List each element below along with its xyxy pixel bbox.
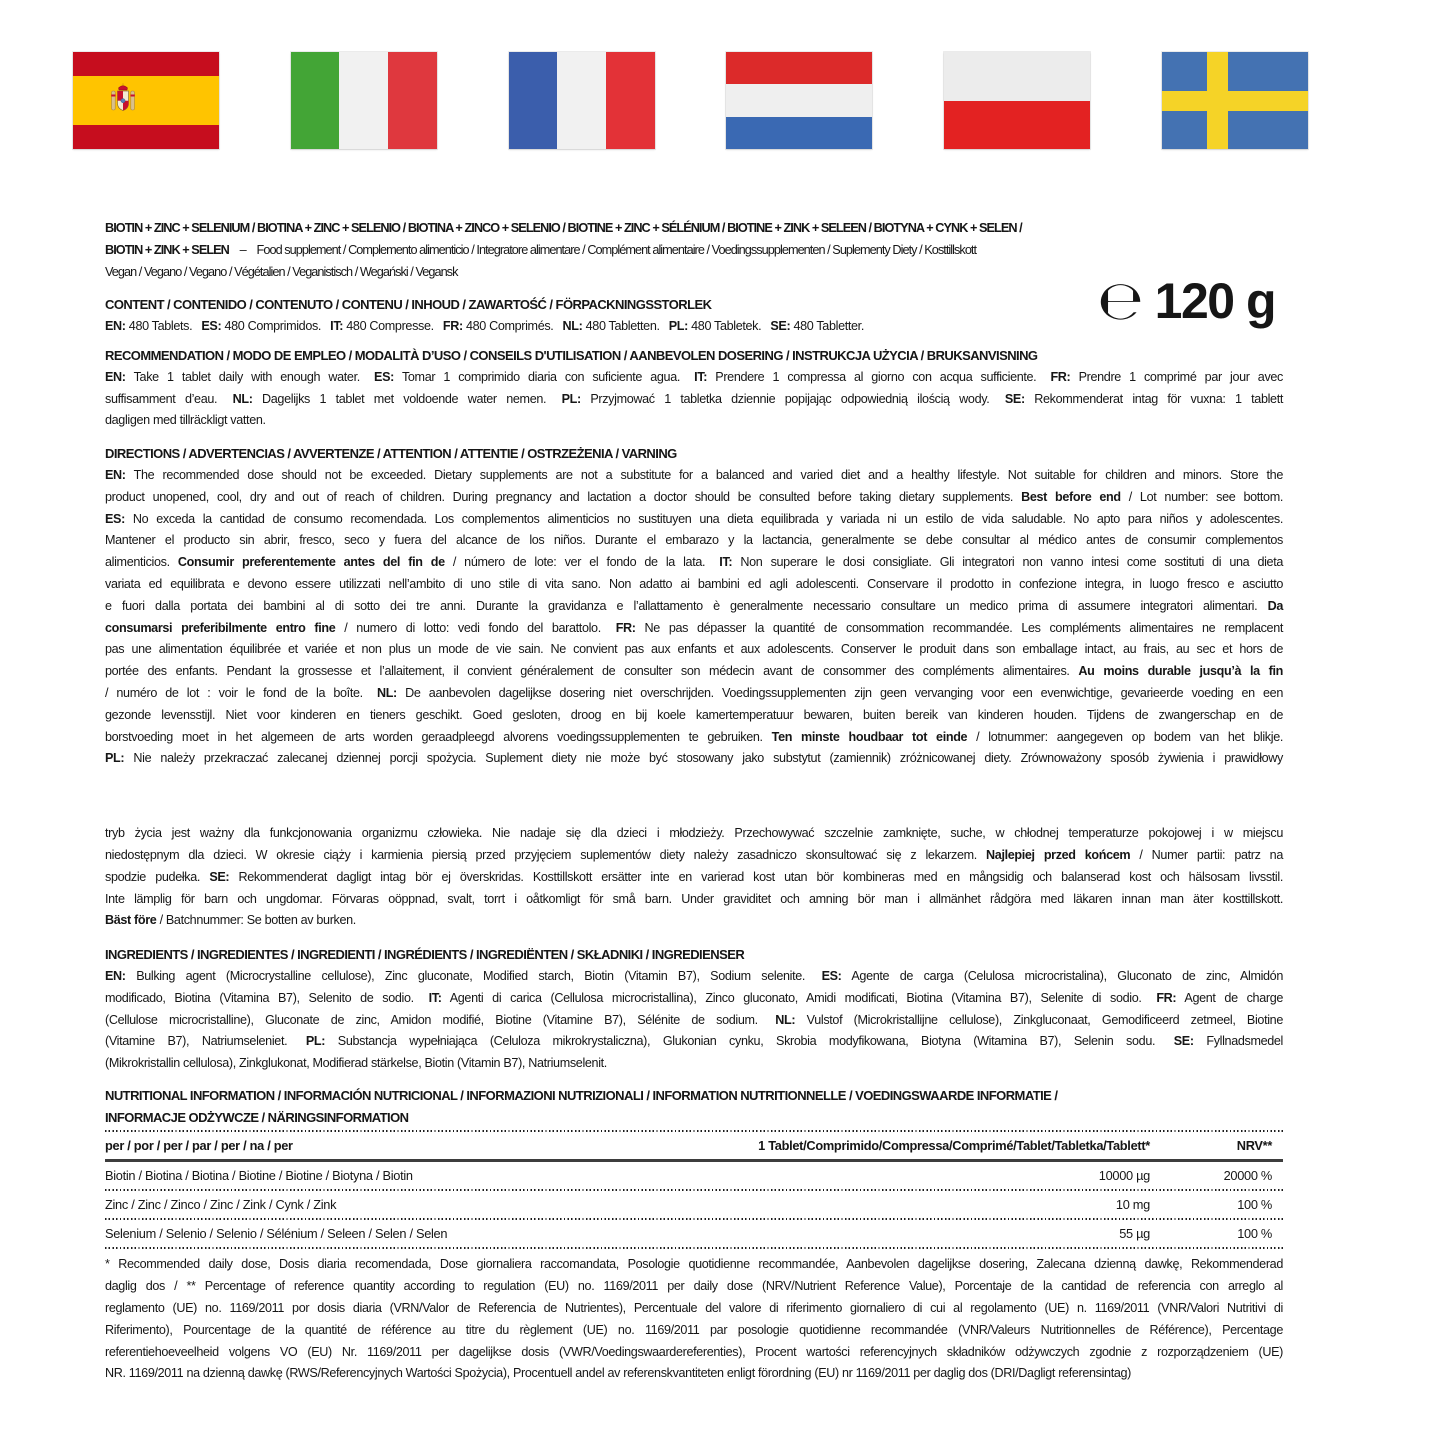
text-line: referentiehoeveelheid volgens VO (EU) Nr. 1169/2011 per dagelijkse dosis (VWR/Voedingswaardereferenties), Procent wartości referencyjnych składników odżywczych zgodnie z rozporządzeniem (UE) bbox=[105, 1344, 1283, 1359]
nutrition-heading-line2: INFORMACJE ODŻYWCZE / NÄRINGSINFORMATION bbox=[105, 1109, 409, 1125]
sweden-cross-horizontal bbox=[1162, 91, 1308, 111]
text-line: variata ed equilibrata e devono essere utilizzati nell’ambito di uno stile di vita sano. Non adatto ai bambini ed agli adolescenti. Conservare il prodotto in confezione integra, in luogo fresco e asciutto bbox=[105, 576, 1283, 591]
estimated-sign: ℮ bbox=[1097, 269, 1144, 332]
text-line: modificado, Biotina (Vitamina B7), Selenito de sodio. IT: Agenti di carica (Cellulosa microcristallina), Zinco gluconato, Amidi modificati, Biotina (Vitamina B7), Selenite di sodio. FR: Agent de charge bbox=[105, 990, 1283, 1005]
nutrition-table-row bbox=[105, 1162, 1283, 1189]
text-line: spodzie pudełka. SE: Rekommenderat dagligt intag bör ej överskridas. Kosttillskott ersätter inte en varierad kost utan bör kombineras med en mångsidig och balanserad kost och hälsosam livsstil. bbox=[105, 869, 1283, 884]
text-line: dagligen med tillräckligt vatten. bbox=[105, 413, 266, 428]
nutrition-cell-nrv: 100 % bbox=[1237, 1197, 1272, 1213]
text-line: ES: No exceda la cantidad de consumo recomendada. Los complementos alimenticios no sustituyen una dieta equilibrada y variada ni un estilo de vida saludable. No apto para niños y adolescentes. bbox=[105, 511, 1283, 526]
table-dotted-rule bbox=[105, 1247, 1283, 1249]
flag-italy-stripes bbox=[291, 52, 437, 149]
nutrition-section bbox=[105, 1085, 1283, 1250]
text-line: Riferimento), Pourcentage de la quantité de référence au titre du règlement (UE) no. 1169/2011 par posologie quotidienne recommandée (VNR/Valeurs Nutritionnelles de Référence), Percentage bbox=[105, 1322, 1283, 1337]
text-line: pas une alimentation équilibrée et variée et non plus un mode de vie sain. Ne convient pas aux enfants et aux adolescents. Conserver le produit dans son emballage intact, au frais, au sec et hors de bbox=[105, 642, 1283, 657]
flag-poland-stripes bbox=[944, 52, 1090, 149]
text-line: EN: Take 1 tablet daily with enough water. ES: Tomar 1 comprimido diaria con suficiente agua. IT: Prendere 1 compressa al giorno con acqua sufficiente. FR: Prendre 1 comprimé par jour avec bbox=[105, 369, 1283, 384]
nutrition-cell-amount: 55 µg bbox=[1119, 1226, 1150, 1242]
text-line: / numéro de lot : voir le fond de la boîte. NL: De aanbevolen dagelijkse dosering niet overschrijden. Voedingssupplementen zijn geen vervanging voor een evenwichtige, gevarieerde voeding en een bbox=[105, 685, 1283, 700]
ingredients-section-body bbox=[105, 966, 1283, 1075]
text-line: EN: 480 Tablets. ES: 480 Comprimidos. IT: 480 Compresse. FR: 480 Comprimés. NL: 480 Tabletten. PL: 480 Tabletek. SE: 480 Tabletter. bbox=[105, 319, 864, 334]
nutrition-table-row bbox=[105, 1220, 1283, 1247]
flag-spain bbox=[73, 52, 219, 149]
text-line: (Vitamine B7), Natriumseleniet. PL: Substancja wypełniająca (Celuloza mikrokrystaliczna), Glukonian cynku, Skrobia modyfikowana, Biotyna (Witamina B7), Selenin sodu. SE: Fyllnadsmedel bbox=[105, 1034, 1284, 1049]
flag-netherlands-stripes bbox=[726, 52, 872, 149]
directions-section-heading: DIRECTIONS / ADVERTENCIAS / AVVERTENZE / ATTENTION / ATTENTIE / OSTRZEŻENIA / VARNING bbox=[105, 446, 677, 462]
flag-france bbox=[509, 52, 655, 149]
text-line: EN: Bulking agent (Microcrystalline cellulose), Zinc gluconate, Modified starch, Biotin (Vitamin B7), Sodium selenite. ES: Agente de carga (Celulosa microcristalina), Gluconato de zinc, Almidón bbox=[105, 968, 1283, 983]
recommendation-section bbox=[105, 345, 1283, 432]
content-section-heading: CONTENT / CONTENIDO / CONTENUTO / CONTENU / INHOUD / ZAWARTOŚĆ / FÖRPACKNINGSSTORLEK bbox=[105, 297, 712, 313]
nutrition-table-row bbox=[105, 1191, 1283, 1218]
ingredients-section bbox=[105, 944, 1283, 1075]
directions-body-part1 bbox=[105, 465, 1283, 770]
ingredients-section-heading: INGREDIENTS / INGREDIENTES / INGREDIENTI / INGRÉDIENTS / INGREDIËNTEN / SKŁADNIKI / INGREDIENSER bbox=[105, 947, 745, 963]
text-line: Vegan / Vegano / Vegano / Végétalien / Veganistisch / Wegański / Vegansk bbox=[105, 264, 458, 279]
flag-italy bbox=[291, 52, 437, 149]
nutrition-cell-label: Selenium / Selenio / Selenio / Sélénium / Seleen / Selen / Selen bbox=[105, 1226, 448, 1242]
text-line: Bäst före / Batchnummer: Se botten av burken. bbox=[105, 913, 356, 928]
table-col-per: per / por / per / par / per / na / per bbox=[105, 1137, 293, 1153]
text-line: borstvoeding moet in het algemeen de arts worden geraadpleegd alvorens voedingssupplementen te gebruiken. Ten minste houdbaar tot einde / lotnummer: aangegeven op bodem van het blikje. bbox=[105, 729, 1283, 744]
label-text-column bbox=[105, 218, 1283, 1385]
text-line: PL: Nie należy przekraczać zalecanej dziennej porcji spożycia. Suplement diety nie może być stosowany jako substytut (zamiennik) zróżnicowanej diety. Zrównoważony sposób żywienia i prawidłowy bbox=[105, 751, 1283, 766]
text-line: suffisamment d’eau. NL: Dagelijks 1 tablet met voldoende water nemen. PL: Przyjmować 1 tabletka dziennie popijając odpowiednią ilością wody. SE: Rekommenderat intag för vuxna: 1 tablett bbox=[105, 391, 1283, 406]
flag-spain-stripes bbox=[73, 52, 219, 149]
text-line: reglamento (UE) no. 1169/2011 por dosis diaria (VRN/Valor de Referencia de Nutrientes), Percentuale del valore di riferimento giornaliero di cui al regolamento (UE) n. 1169/2011 (VNR/Valori Nutritivi di bbox=[105, 1301, 1283, 1316]
text-line: product unopened, cool, dry and out of reach of children. During pregnancy and lactation a doctor should be consulted before taking dietary supplements. Best before end / Lot number: see bottom. bbox=[105, 489, 1284, 504]
recommendation-section-body bbox=[105, 367, 1283, 432]
text-line: alimenticios. Consumir preferentemente antes del fin de / número de lote: ver el fondo de la lata. IT: Non superare le dosi consigliate. Gli integratori non vanno intesi come sostituti di una dieta bbox=[105, 555, 1283, 570]
text-line: daglig dos / ** Percentage of reference quantity according to regulation (EU) no. 1169/2011 per daily dose (NRV/Nutrient Reference Value), Porcentaje de la cantidad de referencia con arreglo al bbox=[105, 1279, 1283, 1294]
recommendation-section-heading: RECOMMENDATION / MODO DE EMPLEO / MODALITÀ D’USO / CONSEILS D'UTILISATION / AANBEVOLEN DOSERING / INSTRUKCJA UŻYCIA / BRUKSANVISNING bbox=[105, 347, 1038, 363]
nutrition-cell-nrv: 100 % bbox=[1237, 1226, 1272, 1242]
text-line: niedostępnym dla dzieci. W okresie ciąży i karmienia piersią przed przyjęciem suplementów diety należy zasadniczo skonsultować się z lekarzem. Najlepiej przed końcem / Numer partii: patrz na bbox=[105, 847, 1283, 862]
text-line: (Mikrokristallin cellulosa), Zinkglukonat, Modifierad stärkelse, Biotin (Vitamin B7), Natriumselenit. bbox=[105, 1056, 607, 1071]
net-weight-value: 120 g bbox=[1154, 273, 1275, 329]
text-line: Mantener el producto sin abrir, fresco, seco y fuera del alcance de los niños. Durante el embarazo y la lactancia, generalmente se debe consultar al médico antes de consumir complementos bbox=[105, 533, 1283, 548]
nutrition-cell-label: Biotin / Biotina / Biotina / Biotine / Biotine / Biotyna / Biotin bbox=[105, 1168, 413, 1184]
flag-poland bbox=[944, 52, 1090, 149]
net-weight bbox=[1097, 269, 1275, 332]
text-line: portée des enfants. Pendant la grossesse et l’allaitement, il convient généralement de consulter son médecin avant de consommer des compléments alimentaires. Au moins durable jusqu’à la fin bbox=[105, 664, 1283, 679]
spain-coat-of-arms-icon bbox=[111, 82, 135, 118]
text-line: e fuori dalla portata dei bambini al di sotto dei tre anni. Durante la gravidanza e l’allattamento è generalmente necessario consultare un medico prima di assumere integratori alimentari. Da bbox=[105, 598, 1283, 613]
flag-sweden bbox=[1162, 52, 1308, 149]
flag-france-stripes bbox=[509, 52, 655, 149]
text-line: BIOTIN + ZINK + SELEN – Food supplement / Complemento alimenticio / Integratore alimentare / Complément alimentaire / Voedingssupplementen / Suplementy Diety / Kosttillskott bbox=[105, 242, 977, 257]
nutrition-table-header bbox=[105, 1132, 1283, 1158]
nutrition-cell-nrv: 20000 % bbox=[1223, 1168, 1272, 1184]
nutrition-cell-amount: 10000 µg bbox=[1098, 1168, 1150, 1184]
text-line: Inte lämplig för barn och ungdomar. Förvaras oöppnad, svalt, torrt i oåtkomligt för små barn. Under graviditet och amning bör man i allmänhet rådgöra med läkaren innan man äter kosttillskott. bbox=[105, 891, 1283, 906]
footnote bbox=[105, 1254, 1283, 1385]
nutrition-cell-label: Zinc / Zinc / Zinco / Zinc / Zink / Cynk / Zink bbox=[105, 1197, 337, 1213]
nutrition-table bbox=[105, 1130, 1283, 1249]
text-line: consumarsi preferibilmente entro fine / numero di lotto: vedi fondo del barattolo. FR: Ne pas dépasser la quantité de consommation recommandée. Les compléments alimentaires ne remplacent bbox=[105, 620, 1284, 635]
table-col-amount: 1 Tablet/Comprimido/Compressa/Comprimé/Tablet/Tabletka/Tablett* bbox=[758, 1137, 1150, 1153]
text-line: BIOTIN + ZINC + SELENIUM / BIOTINA + ZINC + SELENIO / BIOTINA + ZINCO + SELENIO / BIOTINE + ZINC + SÉLÉNIUM / BIOTINE + ZINK + SELEEN / BIOTYNA + CYNK + SELEN / bbox=[105, 221, 1022, 235]
nutrition-heading-line1: NUTRITIONAL INFORMATION / INFORMACIÓN NUTRICIONAL / INFORMAZIONI NUTRIZIONALI / INFORMATION NUTRITIONNELLE / VOEDINGSWAARDE INFORMATIE / bbox=[105, 1087, 1058, 1103]
text-line: EN: The recommended dose should not be exceeded. Dietary supplements are not a substitute for a balanced and varied diet and a healthy lifestyle. Not suitable for children and minors. Store the bbox=[105, 467, 1283, 482]
nutrition-table-body bbox=[105, 1162, 1283, 1249]
directions-body-part2 bbox=[105, 823, 1283, 932]
directions-section bbox=[105, 443, 1283, 932]
text-line: NR. 1169/2011 na dzienną dawkę (RWS/Referencyjnych Wartości Spożycia), Procentuell andel av referenskvantiteten enligt förordning (EU) nr 1169/2011 per daglig dos (DRI/Dagligt referensintag) bbox=[105, 1366, 1131, 1381]
nutrition-cell-amount: 10 mg bbox=[1115, 1197, 1150, 1213]
text-line: gezonde levensstijl. Niet voor kinderen en tieners geschikt. Goed gesloten, droog en bij koele kamertemperatuur bewaren, buiten bereik van kinderen houden. Tijdens de zwangerschap en de bbox=[105, 707, 1283, 722]
text-line: * Recommended daily dose, Dosis diaria recomendada, Dose giornaliera raccomandata, Posologie quotidienne recommandée, Aanbevolen dagelijkse dosering, Zalecana dzienną dawkę, Rekommenderad bbox=[105, 1257, 1283, 1272]
text-line: tryb życia jest ważny dla funkcjonowania organizmu człowieka. Nie nadaje się dla dzieci i młodzieży. Przechowywać szczelnie zamknięte, suche, w chłodnej temperaturze pokojowej i w miejscu bbox=[105, 826, 1283, 841]
text-line: (Cellulose microcristalline), Gluconate de zinc, Amidon modifié, Biotine (Vitamine B7), Sélénite de sodium. NL: Vulstof (Microkristallijne cellulose), Zinkgluconaat, Gemodificeerd zetmeel, Biotine bbox=[105, 1012, 1283, 1027]
flags-row bbox=[73, 52, 1308, 149]
flag-netherlands bbox=[726, 52, 872, 149]
table-col-nrv: NRV** bbox=[1236, 1137, 1272, 1153]
